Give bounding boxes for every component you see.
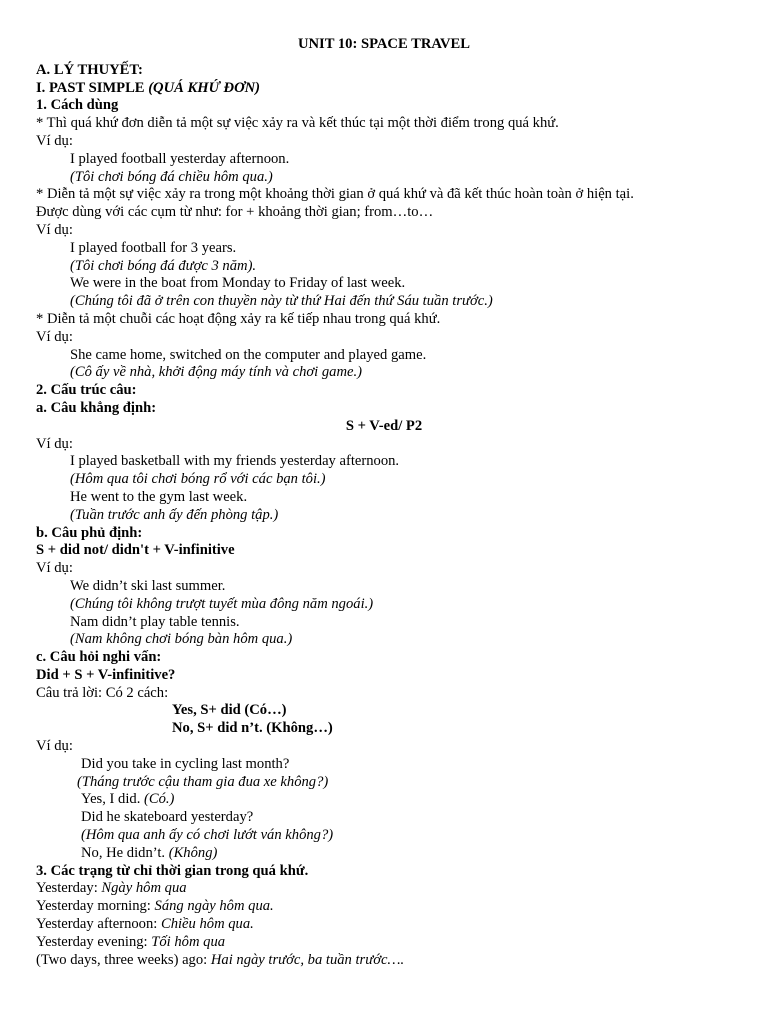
adverb-vietnamese: Tối hôm qua: [151, 933, 226, 950]
example-answer: [81, 791, 768, 809]
question-heading: c. Câu hỏi nghi vấn:: [36, 649, 162, 666]
example-answer-english: Yes, I did.: [81, 791, 144, 808]
example-answer-vietnamese: (Không): [168, 844, 218, 861]
example-vietnamese: (Hôm qua tôi chơi bóng rổ với các bạn tôi.): [70, 471, 326, 488]
adverb-vietnamese: Ngày hôm qua: [101, 880, 187, 897]
adverb-item: [36, 898, 768, 916]
example-vietnamese: (Cô ấy về nhà, khởi động máy tính và chơi game.): [70, 364, 362, 381]
example-answer-vietnamese: (Có.): [144, 791, 175, 808]
structure-heading: 2. Cấu trúc câu:: [36, 382, 137, 399]
adverb-vietnamese: Sáng ngày hôm qua.: [154, 898, 274, 915]
example-label: Ví dụ:: [36, 738, 73, 755]
usage-point-1: * Thì quá khứ đơn diễn tả một sự việc xảy ra và kết thúc tại một thời điểm trong quá khứ.: [36, 115, 559, 132]
usage-point-2-note: Được dùng với các cụm từ như: for + khoảng thời gian; from…to…: [36, 204, 434, 221]
example-vietnamese: (Nam không chơi bóng bàn hôm qua.): [70, 631, 293, 648]
adverb-english: Yesterday afternoon:: [36, 916, 161, 933]
example-english: We didn’t ski last summer.: [70, 577, 226, 594]
section-1-title: I. PAST SIMPLE: [36, 79, 149, 96]
example-answer: [81, 845, 768, 863]
adverb-item: [36, 952, 768, 970]
adverb-vietnamese: Chiều hôm qua.: [160, 916, 254, 933]
usage-point-2: * Diễn tả một sự việc xảy ra trong một khoảng thời gian ở quá khứ và đã kết thúc hoàn toàn ở hiện tại.: [36, 186, 634, 203]
example-english: I played basketball with my friends yesterday afternoon.: [70, 453, 400, 470]
example-vietnamese: (Chúng tôi không trượt tuyết mùa đông năm ngoái.): [70, 595, 374, 612]
example-label: Ví dụ:: [36, 221, 73, 238]
answer-no-formula: No, S+ did n’t. (Không…): [172, 720, 333, 737]
example-english: Nam didn’t play table tennis.: [70, 613, 240, 630]
example-english: She came home, switched on the computer and played game.: [70, 346, 427, 363]
section-1-heading: [36, 80, 768, 98]
example-english: He went to the gym last week.: [70, 488, 248, 505]
answer-yes-formula: Yes, S+ did (Có…): [172, 702, 287, 719]
adverb-english: Yesterday morning:: [36, 898, 155, 915]
answer-intro: Câu trả lời: Có 2 cách:: [36, 684, 169, 701]
section-a-heading: A. LÝ THUYẾT:: [36, 61, 143, 78]
adverb-english: Yesterday:: [36, 880, 102, 897]
adverb-item: [36, 916, 768, 934]
usage-point-3: * Diễn tả một chuỗi các hoạt động xảy ra kế tiếp nhau trong quá khứ.: [36, 310, 441, 327]
adverbs-heading: 3. Các trạng từ chỉ thời gian trong quá khứ.: [36, 862, 309, 879]
negative-formula: S + did not/ didn't + V-infinitive: [36, 542, 235, 559]
example-vietnamese: (Tuần trước anh ấy đến phòng tập.): [70, 506, 279, 523]
example-vietnamese: (Hôm qua anh ấy có chơi lướt ván không?): [81, 827, 334, 844]
affirmative-heading: a. Câu khẳng định:: [36, 399, 157, 416]
question-formula: Did + S + V-infinitive?: [36, 666, 176, 683]
adverb-item: [36, 934, 768, 952]
example-vietnamese: (Tháng trước cậu tham gia đua xe không?): [77, 773, 329, 790]
usage-heading: 1. Cách dùng: [36, 97, 119, 114]
example-english: I played football yesterday afternoon.: [70, 150, 290, 167]
adverb-english: Yesterday evening:: [36, 933, 152, 950]
example-vietnamese: (Tôi chơi bóng đá chiều hôm qua.): [70, 168, 273, 185]
example-english: We were in the boat from Monday to Friday of last week.: [70, 275, 406, 292]
adverb-vietnamese: Hai ngày trước, ba tuần trước….: [210, 951, 405, 968]
adverb-english: (Two days, three weeks) ago:: [36, 951, 211, 968]
example-answer-english: No, He didn’t.: [81, 844, 169, 861]
section-1-subtitle: (QUÁ KHỨ ĐƠN): [148, 79, 261, 96]
example-label: Ví dụ:: [36, 328, 73, 345]
affirmative-formula: S + V-ed/ P2: [345, 417, 423, 434]
adverb-item: [36, 880, 768, 898]
page-title: UNIT 10: SPACE TRAVEL: [297, 36, 471, 52]
example-label: Ví dụ:: [36, 560, 73, 577]
example-vietnamese: (Chúng tôi đã ở trên con thuyền này từ thứ Hai đến thứ Sáu tuần trước.): [70, 293, 493, 310]
example-label: Ví dụ:: [36, 435, 73, 452]
example-vietnamese: (Tôi chơi bóng đá được 3 năm).: [70, 257, 257, 274]
example-english: I played football for 3 years.: [70, 239, 237, 256]
example-label: Ví dụ:: [36, 132, 73, 149]
example-english: Did you take in cycling last month?: [81, 755, 290, 772]
example-english: Did he skateboard yesterday?: [81, 809, 254, 826]
negative-heading: b. Câu phủ định:: [36, 524, 143, 541]
